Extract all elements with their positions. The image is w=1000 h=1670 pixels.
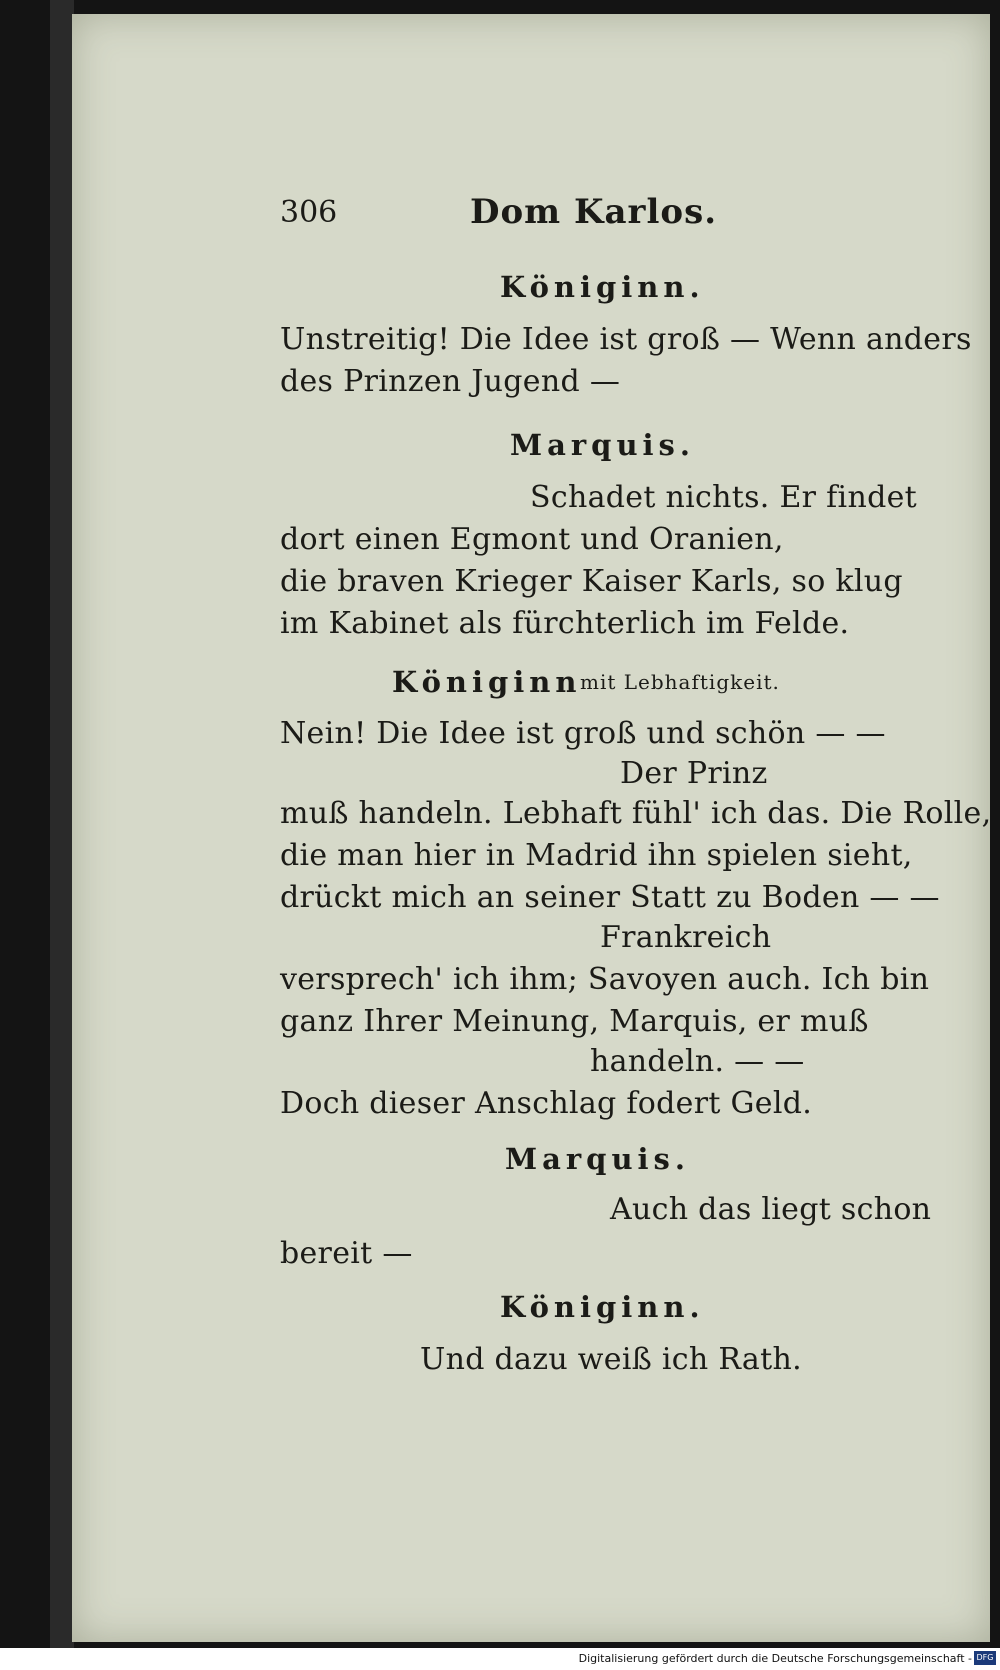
digitization-footer bbox=[0, 1648, 1000, 1670]
stage-direction: mit Lebhaftigkeit. bbox=[580, 670, 780, 694]
verse-line: im Kabinet als fürchterlich im Felde. bbox=[280, 606, 850, 641]
speaker-label: Königinn. bbox=[500, 270, 705, 304]
funding-credit: Digitalisierung gefördert durch die Deutsche Forschungsgemeinschaft - bbox=[578, 1652, 972, 1665]
verse-line: muß handeln. Lebhaft fühl' ich das. Die Rolle, bbox=[280, 796, 992, 831]
verse-line: drückt mich an seiner Statt zu Boden — — bbox=[280, 880, 940, 915]
verse-line: bereit — bbox=[280, 1236, 413, 1271]
verse-line: Doch dieser Anschlag fodert Geld. bbox=[280, 1086, 813, 1121]
speaker-label: Marquis. bbox=[510, 428, 695, 462]
speaker-label: Marquis. bbox=[505, 1142, 690, 1176]
verse-line: Schadet nichts. Er findet bbox=[530, 480, 917, 515]
verse-line: die braven Krieger Kaiser Karls, so klug bbox=[280, 564, 903, 599]
verse-line: ganz Ihrer Meinung, Marquis, er muß bbox=[280, 1004, 869, 1039]
running-title: Dom Karlos. bbox=[470, 192, 718, 232]
verse-line: Unstreitig! Die Idee ist groß — Wenn anders bbox=[280, 322, 972, 357]
dfg-logo: DFG bbox=[974, 1651, 996, 1665]
speaker-label: Königinn. bbox=[500, 1290, 705, 1324]
page-number: 306 bbox=[280, 195, 338, 230]
verse-line: Nein! Die Idee ist groß und schön — — bbox=[280, 716, 886, 751]
verse-line: die man hier in Madrid ihn spielen sieht, bbox=[280, 838, 913, 873]
verse-line: Und dazu weiß ich Rath. bbox=[420, 1342, 802, 1377]
verse-line: dort einen Egmont und Oranien, bbox=[280, 522, 784, 557]
verse-line: versprech' ich ihm; Savoyen auch. Ich bin bbox=[280, 962, 930, 997]
verse-line: Frankreich bbox=[600, 920, 772, 955]
verse-line: des Prinzen Jugend — bbox=[280, 364, 621, 399]
speaker-label: Königinn bbox=[392, 665, 582, 699]
verse-line: Der Prinz bbox=[620, 756, 768, 791]
verse-line: Auch das liegt schon bbox=[610, 1192, 932, 1227]
book-binding bbox=[50, 0, 74, 1660]
verse-line: handeln. — — bbox=[590, 1044, 805, 1079]
